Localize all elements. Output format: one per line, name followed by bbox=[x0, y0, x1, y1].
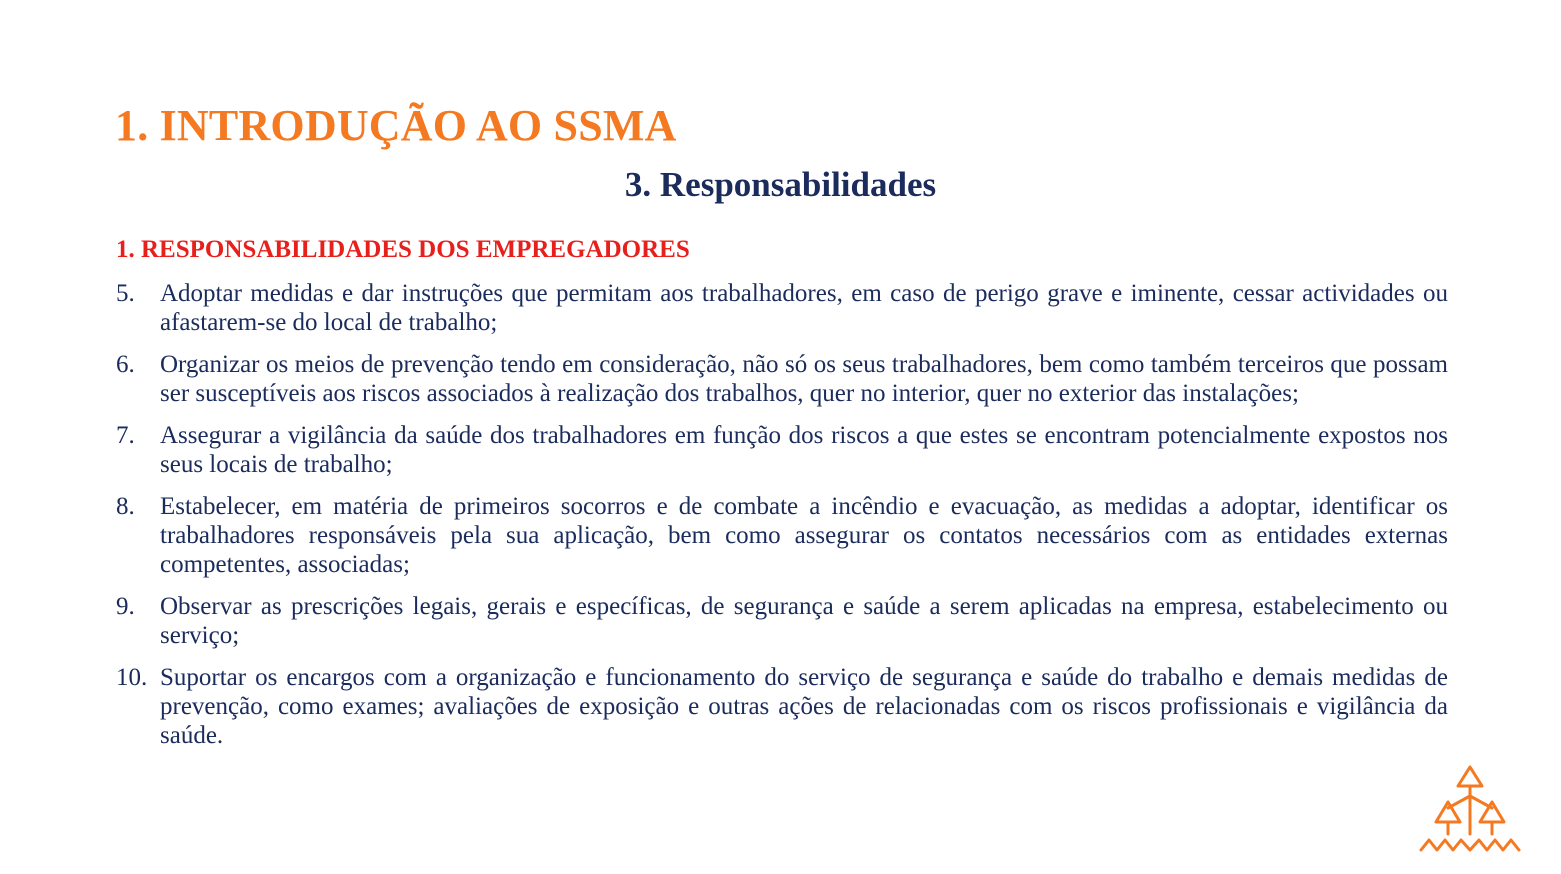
list-item bbox=[116, 421, 1448, 479]
list-item-number: 7. bbox=[116, 422, 135, 449]
list-item-text: Suportar os encargos com a organização e funcionamento do serviço de segurança e saúde do trabalho e demais medidas de prevenção, como exames; avaliações de exposição e outras ações de relacionadas com os riscos profissionais e vigilância da saúde. bbox=[160, 664, 1448, 749]
triangle-network-logo-icon bbox=[1418, 764, 1522, 854]
list-item-text: Observar as prescrições legais, gerais e específicas, de segurança e saúde a serem aplicadas na empresa, estabelecimento ou serviço; bbox=[160, 593, 1448, 649]
list-item-text: Assegurar a vigilância da saúde dos trabalhadores em função dos riscos a que estes se encontram potencialmente expostos nos seus locais de trabalho; bbox=[160, 422, 1448, 478]
list-item-number: 8. bbox=[116, 493, 135, 520]
list-item-number: 10. bbox=[116, 664, 148, 691]
responsibilities-list bbox=[116, 279, 1448, 763]
list-item-number: 5. bbox=[116, 280, 135, 307]
page-title: 1. INTRODUÇÃO AO SSMA bbox=[115, 101, 677, 150]
list-item bbox=[116, 350, 1448, 408]
section-heading: 1. RESPONSABILIDADES DOS EMPREGADORES bbox=[116, 236, 690, 263]
list-item bbox=[116, 279, 1448, 337]
list-item bbox=[116, 492, 1448, 579]
list-item-number: 9. bbox=[116, 593, 135, 620]
list-item bbox=[116, 592, 1448, 650]
list-item bbox=[116, 663, 1448, 750]
list-item-text: Adoptar medidas e dar instruções que permitam aos trabalhadores, em caso de perigo grave e iminente, cessar actividades ou afastarem-se do local de trabalho; bbox=[160, 280, 1448, 336]
page-subtitle: 3. Responsabilidades bbox=[624, 165, 937, 204]
list-item-text: Estabelecer, em matéria de primeiros socorros e de combate a incêndio e evacuação, as medidas a adoptar, identificar os trabalhadores responsáveis pela sua aplicação, bem como assegurar os contatos necessários com as entidades externas competentes, associadas; bbox=[160, 493, 1448, 578]
list-item-text: Organizar os meios de prevenção tendo em consideração, não só os seus trabalhadores, bem como também terceiros que possam ser susceptíveis aos riscos associados à realização dos trabalhos, quer no interior, quer no exterior das instalações; bbox=[160, 351, 1448, 407]
list-item-number: 6. bbox=[116, 351, 135, 378]
